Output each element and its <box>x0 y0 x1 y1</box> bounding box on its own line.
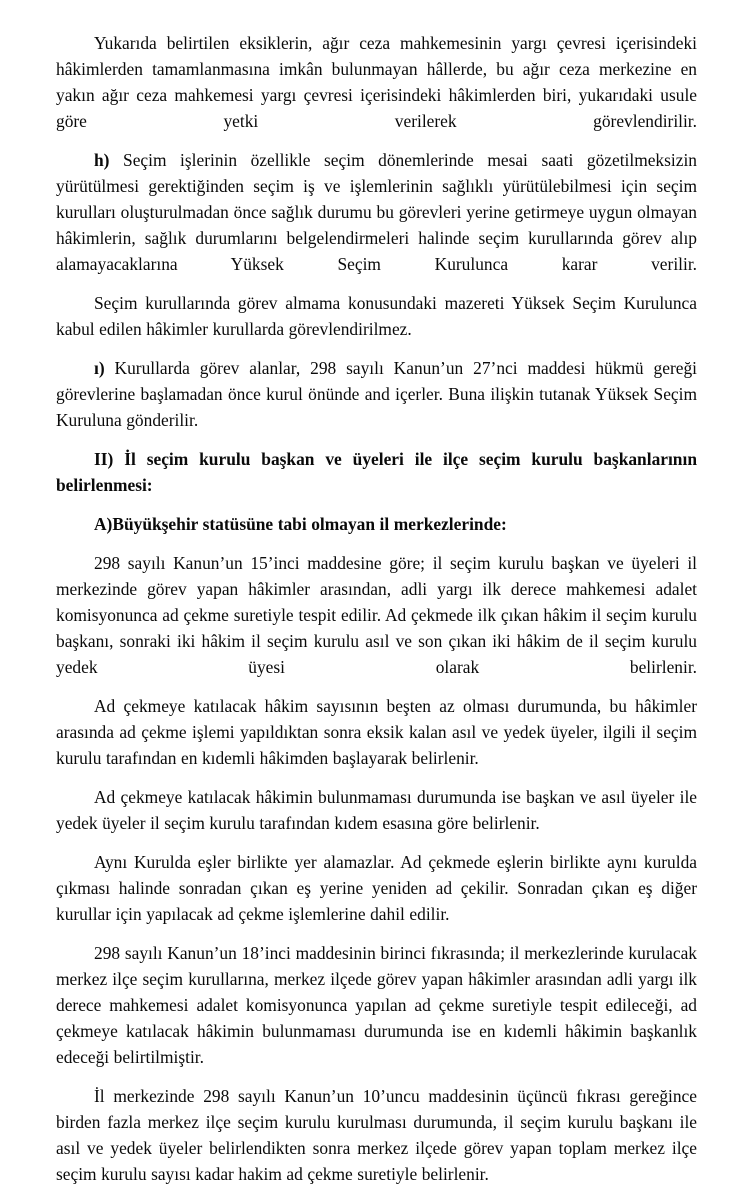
paragraph-secim-kurullarinda <box>56 290 697 342</box>
paragraph-text: Ad çekmeye katılacak hâkim sayısının beşten az olması durumunda, bu hâkimler arasında ad çekme işlemi yapıldıktan sonra eksik kalan asıl ve yedek üyeler, ilgili il seçim kurulu tarafından en kıdemli hâkimden başlayarak belirlenir. <box>56 696 697 768</box>
paragraph-h <box>56 147 697 277</box>
paragraph-text: İl merkezinde 298 sayılı Kanun’un 10’uncu maddesinin üçüncü fıkrası gereğince birden fazla merkez ilçe seçim kurulu kurulması durumunda, il seçim kurulu başkanı ile asıl ve yedek üyeler belirlendikten sonra merkez ilçede görev yapan toplam merkez ilçe seçim kurulu sayısı kadar hakim ad çekme suretiyle belirlenir. <box>56 1086 697 1184</box>
subheading-section-a <box>56 511 697 537</box>
paragraph-text: Seçim işlerinin özellikle seçim dönemlerinde mesai saati gözetilmeksizin yürütülmesi gerektiğinden seçim iş ve işlemlerinin sağlıklı yürütülebilmesi için seçim kurulları oluşturulmadan önce sağlık durumu bu görevleri yerine getirmeye uygun olmayan hâkimlerin, sağlık durumlarını belgelendirmeleri halinde seçim kurullarında görev alıp alamayacaklarına Yüksek Seçim Kurulunca karar verilir. <box>56 150 697 274</box>
paragraph-label-h: h) <box>94 150 110 170</box>
heading-section-ii <box>56 446 697 498</box>
paragraph-kanun-10 <box>56 1083 697 1187</box>
paragraph-text: 298 sayılı Kanun’un 15’inci maddesine göre; il seçim kurulu başkan ve üyeleri il merkezinde görev yapan hâkimler arasından, adli yargı ilk derece mahkemesi adalet komisyonunca ad çekme suretiyle tespit edilir. Ad çekmede ilk çıkan hâkim il seçim kurulu başkanı, sonraki iki hâkim il seçim kurulu asıl ve son çıkan iki hâkim de il seçim kurulu yedek üyesi olarak belirlenir. <box>56 553 697 677</box>
paragraph-text: 298 sayılı Kanun’un 18’inci maddesinin birinci fıkrasında; il merkezlerinde kurulacak merkez ilçe seçim kurullarına, merkez ilçede görev yapan hâkimler arasından adli yargı ilk derece mahkemesi adalet komisyonunca yapılan ad çekme suretiyle tespit edileceği, ad çekmeye katılacak hâkimin bulunmaması durumunda ise en kıdemli hâkimin başkanlık edeceği belirtilmiştir. <box>56 943 697 1067</box>
paragraph-ad-cekmeye-bulunmamasi <box>56 784 697 836</box>
paragraph-i <box>56 355 697 433</box>
paragraph-text: Aynı Kurulda eşler birlikte yer alamazlar. Ad çekmede eşlerin birlikte aynı kurulda çıkması halinde sonradan çıkan eş yerine yeniden ad çekilir. Sonradan çıkan eş diğer kurullar için yapılacak ad çekme işlemlerine dahil edilir. <box>56 852 697 924</box>
paragraph-label-i: ı) <box>94 358 105 378</box>
document-text-column <box>56 30 697 1187</box>
paragraph-text: Kurullarda görev alanlar, 298 sayılı Kanun’un 27’nci maddesi hükmü gereği görevlerine başlamadan önce kurul önünde and içerler. Buna ilişkin tutanak Yüksek Seçim Kuruluna gönderilir. <box>56 358 697 430</box>
paragraph-yukarida <box>56 30 697 134</box>
paragraph-text: Ad çekmeye katılacak hâkimin bulunmaması durumunda ise başkan ve asıl üyeler ile yedek üyeler il seçim kurulu tarafından kıdem esasına göre belirlenir. <box>56 787 697 833</box>
paragraph-text: Yukarıda belirtilen eksiklerin, ağır ceza mahkemesinin yargı çevresi içerisindeki hâkimlerden tamamlanmasına imkân bulunmayan hâllerde, bu ağır ceza merkezine en yakın ağır ceza mahkemesi yargı çevresi içerisindeki hâkimlerden biri, yukarıdaki usule göre yetki verilerek görevlendirilir. <box>56 33 697 131</box>
paragraph-ad-cekmeye-besten-az <box>56 693 697 771</box>
paragraph-text: Seçim kurullarında görev almama konusundaki mazereti Yüksek Seçim Kurulunca kabul edilen hâkimler kurullarda görevlendirilmez. <box>56 293 697 339</box>
heading-text: II) İl seçim kurulu başkan ve üyeleri ile ilçe seçim kurulu başkanlarının belirlenmesi: <box>56 449 697 495</box>
paragraph-ayni-kurulda <box>56 849 697 927</box>
subheading-text: A)Büyükşehir statüsüne tabi olmayan il merkezlerinde: <box>94 514 507 534</box>
paragraph-kanun-18 <box>56 940 697 1070</box>
paragraph-kanun-15 <box>56 550 697 680</box>
